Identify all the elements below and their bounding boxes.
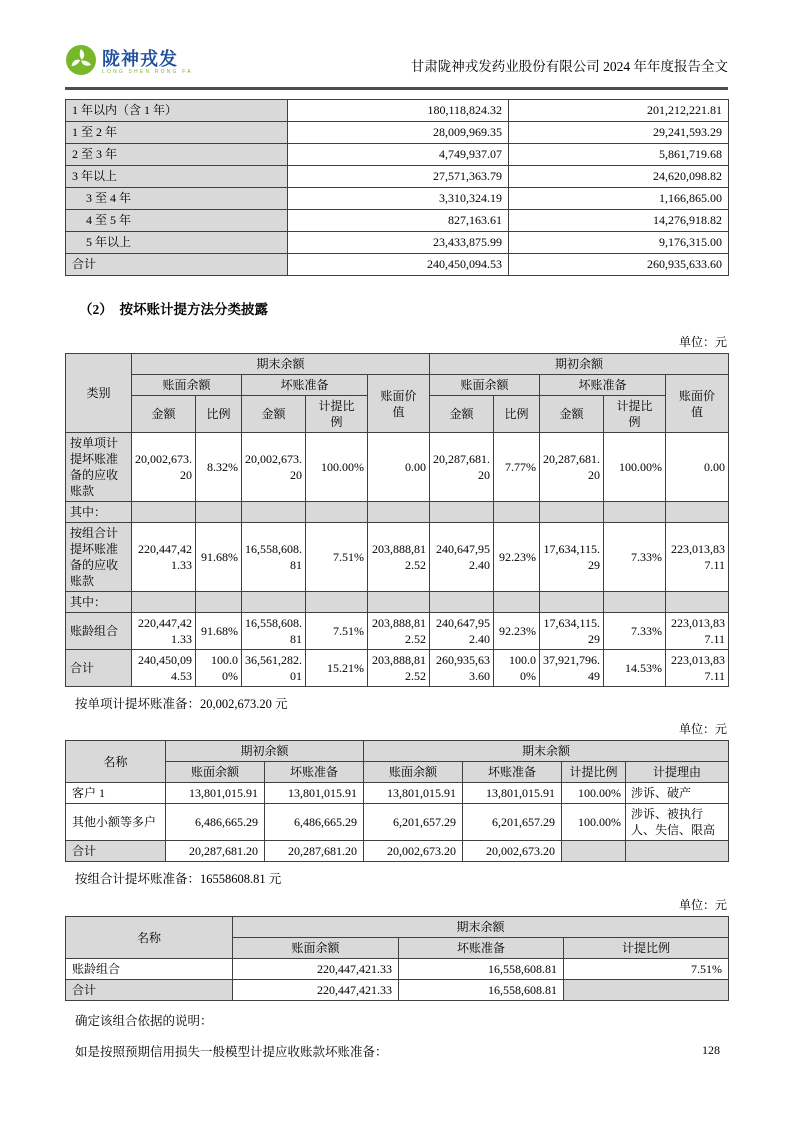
pinwheel-logo-icon — [65, 44, 97, 81]
value-cell: 20,287,681.20 — [166, 841, 265, 862]
col-header-book-value: 账面价值 — [368, 375, 430, 433]
value-cell: 16,558,608.81 — [242, 523, 306, 592]
col-header-bad-debt: 坏账准备 — [242, 375, 368, 396]
row-label: 合计 — [66, 254, 288, 276]
value-cell: 7.51% — [306, 613, 368, 650]
value-cell: 6,486,665.29 — [265, 804, 364, 841]
value-cell: 13,801,015.91 — [265, 783, 364, 804]
value-cell: 0.00 — [666, 433, 729, 502]
value-cell: 260,935,633.60 — [430, 650, 494, 687]
value-cell: 92.23% — [494, 613, 540, 650]
empty-cell — [306, 502, 368, 523]
empty-cell — [132, 592, 196, 613]
col-header-ratio: 比例 — [494, 396, 540, 433]
page-header — [65, 0, 728, 81]
empty-cell — [604, 592, 666, 613]
beginning-balance-cell: 201,212,221.81 — [509, 100, 729, 122]
row-label: 2 至 3 年 — [66, 144, 288, 166]
col-header-bad-debt: 坏账准备 — [540, 375, 666, 396]
header-row — [66, 375, 729, 396]
aging-analysis-table — [65, 99, 729, 276]
ending-balance-cell: 28,009,969.35 — [288, 122, 509, 144]
value-cell: 7.33% — [604, 523, 666, 592]
brand-name-cn: 陇神戎发 — [102, 49, 178, 69]
empty-cell — [368, 502, 430, 523]
value-cell: 0.00 — [368, 433, 430, 502]
col-header-amount: 金额 — [540, 396, 604, 433]
row-label: 其他小额等多户 — [66, 804, 166, 841]
ending-balance-cell: 240,450,094.53 — [288, 254, 509, 276]
value-cell: 223,013,837.11 — [666, 650, 729, 687]
value-cell: 100.00% — [604, 433, 666, 502]
row-label: 其中： — [66, 502, 132, 523]
divider-row — [66, 592, 729, 613]
value-cell: 100.00% — [562, 783, 626, 804]
header-row — [66, 354, 729, 375]
empty-cell — [430, 592, 494, 613]
col-header-ending: 期末余额 — [132, 354, 430, 375]
value-cell: 203,888,812.52 — [368, 523, 430, 592]
col-header-bad-debt: 坏账准备 — [399, 938, 564, 959]
col-header-ratio: 比例 — [196, 396, 242, 433]
empty-cell — [564, 980, 729, 1001]
value-cell: 240,647,952.40 — [430, 613, 494, 650]
ending-balance-cell: 27,571,363.79 — [288, 166, 509, 188]
ending-balance-cell: 180,118,824.32 — [288, 100, 509, 122]
row-label: 按组合计提坏账准备的应收账款 — [66, 523, 132, 592]
value-cell: 20,002,673.20 — [364, 841, 463, 862]
value-cell: 223,013,837.11 — [666, 523, 729, 592]
col-header-ending: 期末余额 — [364, 741, 729, 762]
col-header-name: 名称 — [66, 741, 166, 783]
row-label: 5 年以上 — [66, 232, 288, 254]
table-row — [66, 122, 729, 144]
empty-cell — [132, 502, 196, 523]
table-row — [66, 100, 729, 122]
value-cell: 7.77% — [494, 433, 540, 502]
aging-group-table — [65, 916, 729, 1001]
empty-cell — [562, 841, 626, 862]
row-label: 1 至 2 年 — [66, 122, 288, 144]
section-heading: （2） 按坏账计提方法分类披露 — [79, 302, 268, 317]
ending-balance-cell: 3,310,324.19 — [288, 188, 509, 210]
individual-provision-table — [65, 740, 729, 862]
value-cell: 16,558,608.81 — [242, 613, 306, 650]
col-header-provision-ratio: 计提比例 — [562, 762, 626, 783]
empty-cell — [368, 592, 430, 613]
col-header-provision-ratio: 计提比例 — [564, 938, 729, 959]
beginning-balance-cell: 5,861,719.68 — [509, 144, 729, 166]
row-label: 1 年以内（含 1 年） — [66, 100, 288, 122]
col-header-book-value: 账面价值 — [666, 375, 729, 433]
ending-balance-cell: 23,433,875.99 — [288, 232, 509, 254]
beginning-balance-cell: 9,176,315.00 — [509, 232, 729, 254]
value-cell: 13,801,015.91 — [166, 783, 265, 804]
beginning-balance-cell: 1,166,865.00 — [509, 188, 729, 210]
value-cell: 13,801,015.91 — [364, 783, 463, 804]
reason-cell: 涉诉、破产 — [626, 783, 729, 804]
table-row — [66, 210, 729, 232]
ending-balance-cell: 827,163.61 — [288, 210, 509, 232]
table-row — [66, 523, 729, 592]
header-row — [66, 741, 729, 762]
value-cell: 92.23% — [494, 523, 540, 592]
row-label: 按单项计提坏账准备的应收账款 — [66, 433, 132, 502]
brand-name-en: LONG SHEN RONG FA — [102, 69, 193, 75]
row-label: 合计 — [66, 841, 166, 862]
provision-method-table — [65, 353, 729, 687]
col-header-ending: 期末余额 — [233, 917, 729, 938]
value-cell: 7.51% — [564, 959, 729, 980]
beginning-balance-cell: 260,935,633.60 — [509, 254, 729, 276]
row-label: 其中： — [66, 592, 132, 613]
empty-cell — [540, 592, 604, 613]
header-row — [66, 762, 729, 783]
value-cell: 7.51% — [306, 523, 368, 592]
value-cell: 203,888,812.52 — [368, 613, 430, 650]
value-cell: 7.33% — [604, 613, 666, 650]
value-cell: 100.00% — [494, 650, 540, 687]
footer-note-line2: 如是按照预期信用损失一般模型计提应收账款坏账准备： — [75, 1045, 388, 1059]
value-cell: 20,287,681.20 — [265, 841, 364, 862]
reason-cell: 涉诉、被执行人、失信、限高 — [626, 804, 729, 841]
value-cell: 37,921,796.49 — [540, 650, 604, 687]
col-header-amount: 金额 — [242, 396, 306, 433]
value-cell: 36,561,282.01 — [242, 650, 306, 687]
value-cell: 220,447,421.33 — [132, 613, 196, 650]
col-header-category: 类别 — [66, 354, 132, 433]
beginning-balance-cell: 29,241,593.29 — [509, 122, 729, 144]
col-header-book-balance: 账面余额 — [430, 375, 540, 396]
col-header-provision-ratio: 计提比例 — [604, 396, 666, 433]
header-row — [66, 917, 729, 938]
unit-label: 单位：元 — [678, 335, 727, 349]
value-cell: 8.32% — [196, 433, 242, 502]
value-cell: 203,888,812.52 — [368, 650, 430, 687]
table-row — [66, 804, 729, 841]
value-cell: 100.00% — [306, 433, 368, 502]
value-cell: 20,287,681.20 — [430, 433, 494, 502]
value-cell: 223,013,837.11 — [666, 613, 729, 650]
col-header-book-balance: 账面余额 — [132, 375, 242, 396]
value-cell: 220,447,421.33 — [233, 959, 399, 980]
value-cell: 91.68% — [196, 613, 242, 650]
table-row — [66, 613, 729, 650]
empty-cell — [666, 592, 729, 613]
table-row — [66, 144, 729, 166]
table-row — [66, 188, 729, 210]
value-cell: 20,002,673.20 — [242, 433, 306, 502]
table-row — [66, 166, 729, 188]
empty-cell — [196, 502, 242, 523]
col-header-amount: 金额 — [132, 396, 196, 433]
empty-cell — [540, 502, 604, 523]
total-row — [66, 254, 729, 276]
value-cell: 220,447,421.33 — [132, 523, 196, 592]
value-cell: 240,450,094.53 — [132, 650, 196, 687]
value-cell: 6,486,665.29 — [166, 804, 265, 841]
value-cell: 91.68% — [196, 523, 242, 592]
empty-cell — [604, 502, 666, 523]
row-label: 3 年以上 — [66, 166, 288, 188]
footer-note-line1: 确定该组合依据的说明： — [75, 1014, 213, 1028]
single-item-note: 按单项计提坏账准备：20,002,673.20 元 — [75, 697, 288, 711]
col-header-beginning: 期初余额 — [166, 741, 364, 762]
value-cell: 240,647,952.40 — [430, 523, 494, 592]
empty-cell — [626, 841, 729, 862]
value-cell: 13,801,015.91 — [463, 783, 562, 804]
ending-balance-cell: 4,749,937.07 — [288, 144, 509, 166]
value-cell: 14.53% — [604, 650, 666, 687]
row-label: 合计 — [66, 980, 233, 1001]
table-row — [66, 959, 729, 980]
empty-cell — [666, 502, 729, 523]
empty-cell — [242, 592, 306, 613]
beginning-balance-cell: 14,276,918.82 — [509, 210, 729, 232]
col-header-name: 名称 — [66, 917, 233, 959]
empty-cell — [306, 592, 368, 613]
row-label: 4 至 5 年 — [66, 210, 288, 232]
value-cell: 6,201,657.29 — [364, 804, 463, 841]
empty-cell — [430, 502, 494, 523]
total-row — [66, 841, 729, 862]
value-cell: 100.00% — [196, 650, 242, 687]
header-rule — [65, 87, 728, 90]
empty-cell — [196, 592, 242, 613]
page-number: 128 — [702, 1043, 720, 1057]
value-cell: 17,634,115.29 — [540, 613, 604, 650]
row-label: 合计 — [66, 650, 132, 687]
value-cell: 16,558,608.81 — [399, 959, 564, 980]
col-header-book-balance: 账面余额 — [233, 938, 399, 959]
company-logo — [65, 44, 193, 81]
table-row — [66, 232, 729, 254]
row-label: 账龄组合 — [66, 613, 132, 650]
col-header-book-balance: 账面余额 — [166, 762, 265, 783]
value-cell: 6,201,657.29 — [463, 804, 562, 841]
value-cell: 100.00% — [562, 804, 626, 841]
beginning-balance-cell: 24,620,098.82 — [509, 166, 729, 188]
row-label: 账龄组合 — [66, 959, 233, 980]
unit-label: 单位：元 — [678, 898, 727, 912]
document-title: 甘肃陇神戎发药业股份有限公司 2024 年年度报告全文 — [410, 59, 728, 74]
value-cell: 17,634,115.29 — [540, 523, 604, 592]
col-header-beginning: 期初余额 — [430, 354, 729, 375]
empty-cell — [242, 502, 306, 523]
divider-row — [66, 502, 729, 523]
table-row — [66, 783, 729, 804]
row-label: 客户 1 — [66, 783, 166, 804]
col-header-bad-debt: 坏账准备 — [265, 762, 364, 783]
value-cell: 20,002,673.20 — [132, 433, 196, 502]
empty-cell — [494, 592, 540, 613]
col-header-amount: 金额 — [430, 396, 494, 433]
col-header-provision-reason: 计提理由 — [626, 762, 729, 783]
empty-cell — [494, 502, 540, 523]
group-provision-note: 按组合计提坏账准备：16558608.81 元 — [75, 872, 282, 886]
value-cell: 20,287,681.20 — [540, 433, 604, 502]
value-cell: 15.21% — [306, 650, 368, 687]
col-header-bad-debt: 坏账准备 — [463, 762, 562, 783]
total-row — [66, 980, 729, 1001]
col-header-book-balance: 账面余额 — [364, 762, 463, 783]
row-label: 3 至 4 年 — [66, 188, 288, 210]
total-row — [66, 650, 729, 687]
col-header-provision-ratio: 计提比例 — [306, 396, 368, 433]
value-cell: 20,002,673.20 — [463, 841, 562, 862]
table-row — [66, 433, 729, 502]
unit-label: 单位：元 — [678, 722, 727, 736]
value-cell: 16,558,608.81 — [399, 980, 564, 1001]
value-cell: 220,447,421.33 — [233, 980, 399, 1001]
